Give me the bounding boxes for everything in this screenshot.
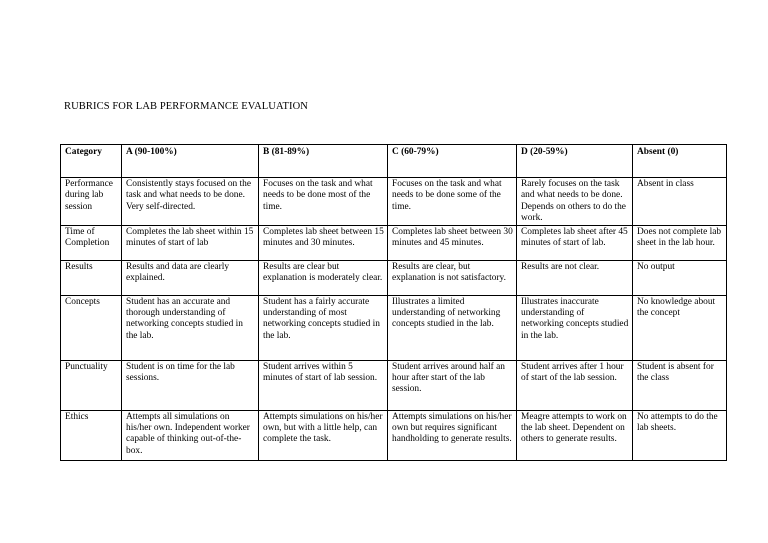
absent-cell: No attempts to do the lab sheets. <box>633 410 727 460</box>
grade-d-cell: Completes lab sheet after 45 minutes of start of lab. <box>517 225 633 260</box>
table-row <box>61 295 727 360</box>
grade-c-cell: Completes lab sheet between 30 minutes and 45 minutes. <box>388 225 517 260</box>
grade-a-cell: Consistently stays focused on the task and what needs to be done. Very self-directed. <box>122 178 259 226</box>
grade-b-cell: Attempts simulations on his/her own, but with a little help, can complete the task. <box>259 410 388 460</box>
absent-cell: Does not complete lab sheet in the lab hour. <box>633 225 727 260</box>
grade-a-cell: Student is on time for the lab sessions. <box>122 360 259 410</box>
grade-b-cell: Completes lab sheet between 15 minutes and 30 minutes. <box>259 225 388 260</box>
category-cell: Concepts <box>61 295 122 360</box>
category-cell: Performance during lab session <box>61 178 122 226</box>
table-row <box>61 178 727 226</box>
grade-a-cell: Attempts all simulations on his/her own. Independent worker capable of thinking out-of-the-box. <box>122 410 259 460</box>
absent-cell: No knowledge about the concept <box>633 295 727 360</box>
table-row <box>61 225 727 260</box>
grade-d-cell: Meagre attempts to work on the lab sheet. Dependent on others to generate results. <box>517 410 633 460</box>
grade-a-cell: Completes the lab sheet within 15 minutes of start of lab <box>122 225 259 260</box>
rubric-table <box>60 144 727 461</box>
grade-c-cell: Results are clear, but explanation is not satisfactory. <box>388 260 517 295</box>
grade-b-cell: Focuses on the task and what needs to be done most of the time. <box>259 178 388 226</box>
header-grade-c: C (60-79%) <box>388 145 517 178</box>
category-cell: Time of Completion <box>61 225 122 260</box>
table-row <box>61 410 727 460</box>
category-cell: Ethics <box>61 410 122 460</box>
category-cell: Results <box>61 260 122 295</box>
grade-d-cell: Rarely focuses on the task and what needs to be done. Depends on others to do the work. <box>517 178 633 226</box>
header-absent: Absent (0) <box>633 145 727 178</box>
header-category: Category <box>61 145 122 178</box>
grade-c-cell: Focuses on the task and what needs to be done some of the time. <box>388 178 517 226</box>
grade-c-cell: Attempts simulations on his/her own but requires significant handholding to generate results. <box>388 410 517 460</box>
grade-a-cell: Student has an accurate and thorough understanding of networking concepts studied in the lab. <box>122 295 259 360</box>
absent-cell: Student is absent for the class <box>633 360 727 410</box>
grade-a-cell: Results and data are clearly explained. <box>122 260 259 295</box>
header-grade-b: B (81-89%) <box>259 145 388 178</box>
absent-cell: Absent in class <box>633 178 727 226</box>
grade-d-cell: Results are not clear. <box>517 260 633 295</box>
table-row <box>61 260 727 295</box>
header-grade-a: A (90-100%) <box>122 145 259 178</box>
grade-d-cell: Student arrives after 1 hour of start of the lab session. <box>517 360 633 410</box>
category-cell: Punctuality <box>61 360 122 410</box>
table-header-row <box>61 145 727 178</box>
document-title: RUBRICS FOR LAB PERFORMANCE EVALUATION <box>64 101 308 112</box>
table-row <box>61 360 727 410</box>
header-grade-d: D (20-59%) <box>517 145 633 178</box>
grade-c-cell: Illustrates a limited understanding of networking concepts studied in the lab. <box>388 295 517 360</box>
grade-c-cell: Student arrives around half an hour after start of the lab session. <box>388 360 517 410</box>
grade-d-cell: Illustrates inaccurate understanding of networking concepts studied in the lab. <box>517 295 633 360</box>
grade-b-cell: Student arrives within 5 minutes of start of lab session. <box>259 360 388 410</box>
grade-b-cell: Student has a fairly accurate understanding of most networking concepts studied in the lab. <box>259 295 388 360</box>
grade-b-cell: Results are clear but explanation is moderately clear. <box>259 260 388 295</box>
absent-cell: No output <box>633 260 727 295</box>
